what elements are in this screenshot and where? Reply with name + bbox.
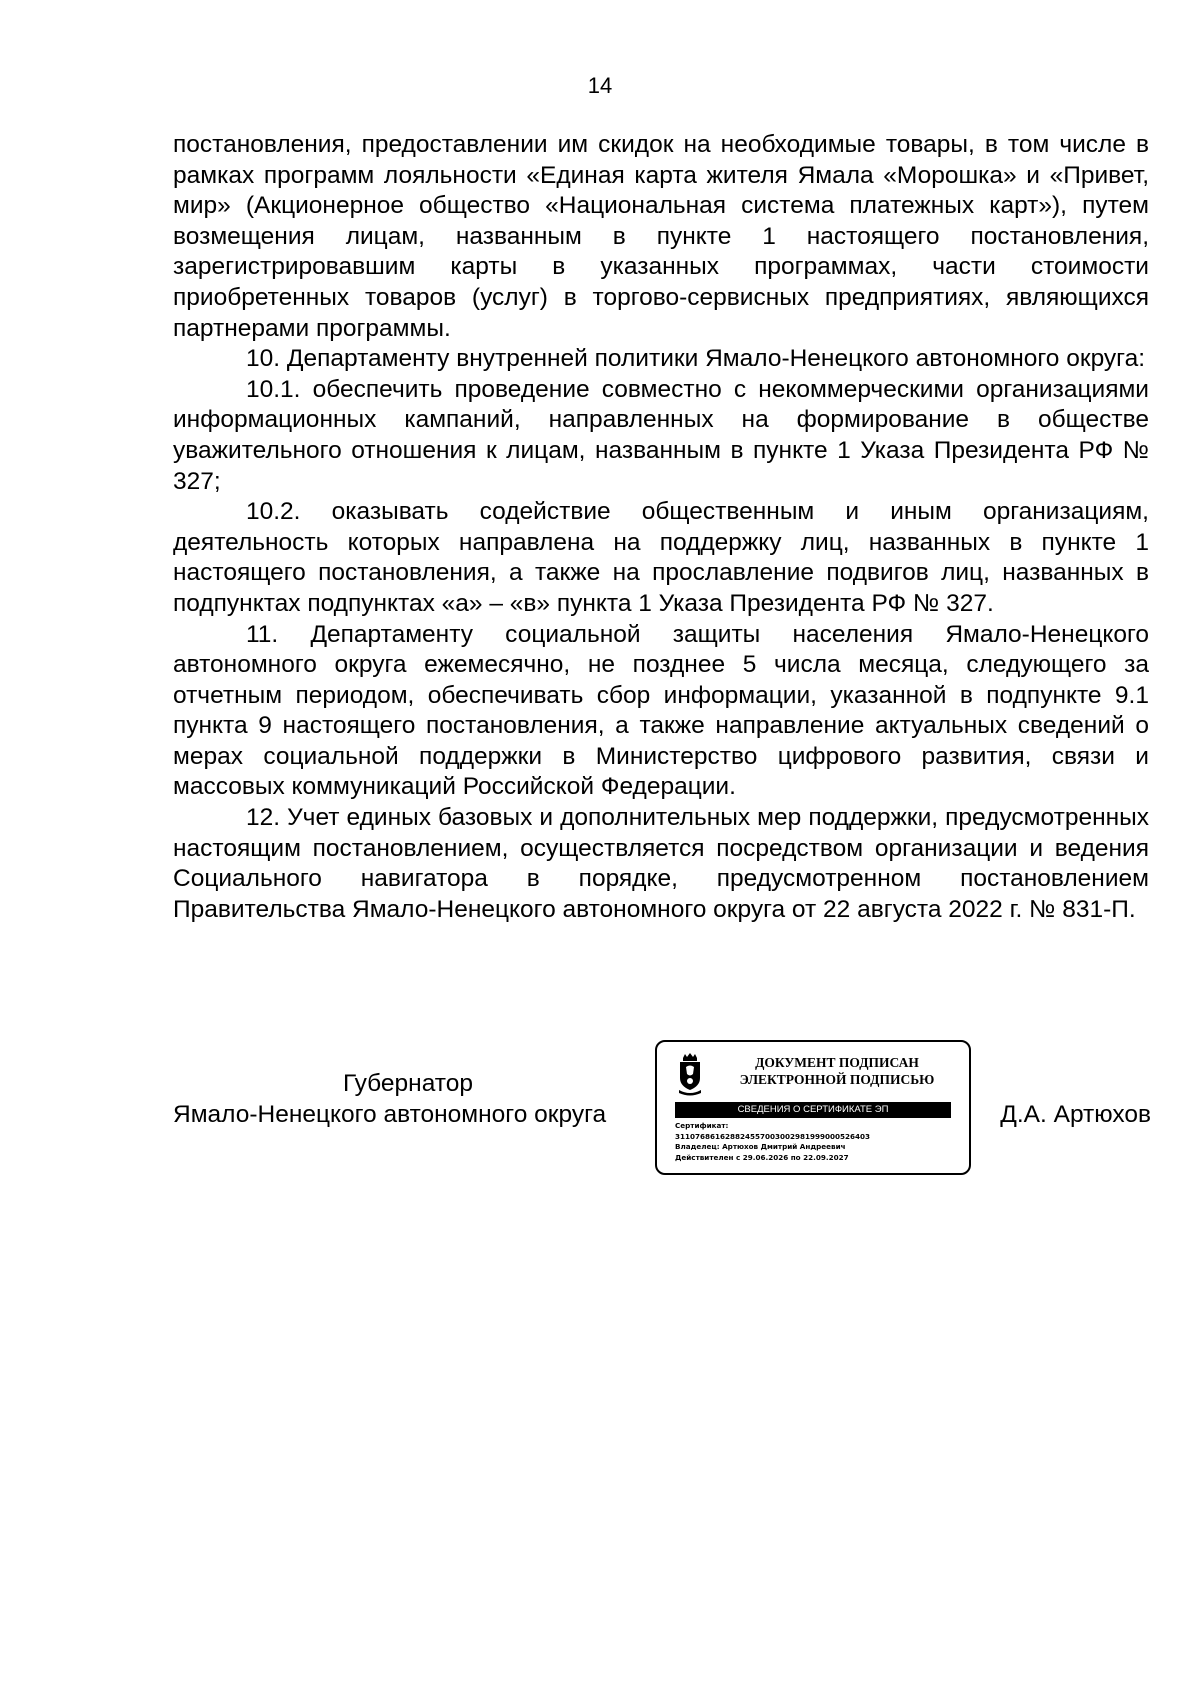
paragraph-continuation: постановления, предоставлении им скидок на необходимые товары, в том числе в рамках программ лояльности «Единая карта жителя Ямала «Морошка» и «Привет, мир» (Акционерное общество «Национальная система платежных карт»), путем возмещения лицам, названным в пункте 1 настоящего постановления, зарегистрировавшим карты в указанных программах, части стоимости приобретенных товаров (услуг) в торгово-сервисных предприятиях, являющихся партнерами программы. bbox=[173, 131, 1149, 342]
certificate-info-bar: СВЕДЕНИЯ О СЕРТИФИКАТЕ ЭП bbox=[675, 1102, 951, 1118]
paragraph-10-1: 10.1. обеспечить проведение совместно с некоммерческими организациями информационных кампаний, направленных на формирование в обществе уважительного отношения к лицам, названным в пункте 1 Указа Президента РФ № 327; bbox=[173, 375, 1149, 495]
position-region: Ямало-Ненецкого автономного округа bbox=[173, 1100, 607, 1128]
signatory-name: Д.А. Артюхов bbox=[1000, 1101, 1151, 1128]
document-body bbox=[173, 130, 1149, 925]
esign-title bbox=[717, 1054, 957, 1088]
paragraph-12: 12. Учет единых базовых и дополнительных мер поддержки, предусмотренных настоящим постановлением, осуществляется посредством организации и ведения Социального навигатора в порядке, предусмотренном постановлением Правительства Ямало-Ненецкого автономного округа от 22 августа 2022 г. № 831-П. bbox=[173, 804, 1149, 923]
paragraph-10-2: 10.2. оказывать содействие общественным и иным организациям, деятельность которых направлена на поддержку лиц, названных в пункте 1 настоящего постановления, а также на прославление подвигов лиц, названных в подпунктах подпунктах «а» – «в» пункта 1 Указа Президента РФ № 327. bbox=[173, 498, 1149, 617]
position-title: Губернатор bbox=[343, 1070, 473, 1097]
certificate-validity: Действителен с 29.06.2026 по 22.09.2027 bbox=[675, 1152, 849, 1162]
certificate-owner: Владелец: Артюхов Дмитрий Андреевич bbox=[675, 1142, 846, 1151]
certificate-details bbox=[675, 1121, 965, 1163]
electronic-signature-stamp bbox=[655, 1040, 971, 1175]
signatory-position bbox=[173, 1069, 643, 1130]
paragraph-11: 11. Департаменту социальной защиты населения Ямало-Ненецкого автономного округа ежемесячно, не позднее 5 числа месяца, следующего за отчетным периодом, обеспечивать сбор информации, указанной в подпункте 9.1 пункта 9 настоящего постановления, а также направление актуальных сведений о мерах социальной поддержки в Министерство цифрового развития, связи и массовых коммуникаций Российской Федерации. bbox=[173, 620, 1149, 801]
esign-title-line2: ЭЛЕКТРОННОЙ ПОДПИСЬЮ bbox=[739, 1072, 935, 1087]
coat-of-arms-icon bbox=[675, 1052, 705, 1098]
certificate-number: 311076861628824557003002981999000526403 bbox=[675, 1131, 871, 1141]
paragraph-10: 10. Департаменту внутренней политики Ямало-Ненецкого автономного округа: bbox=[246, 345, 1145, 373]
certificate-label: Сертификат: bbox=[675, 1121, 729, 1130]
page-number: 14 bbox=[587, 73, 613, 98]
esign-title-line1: ДОКУМЕНТ ПОДПИСАН bbox=[755, 1055, 919, 1070]
